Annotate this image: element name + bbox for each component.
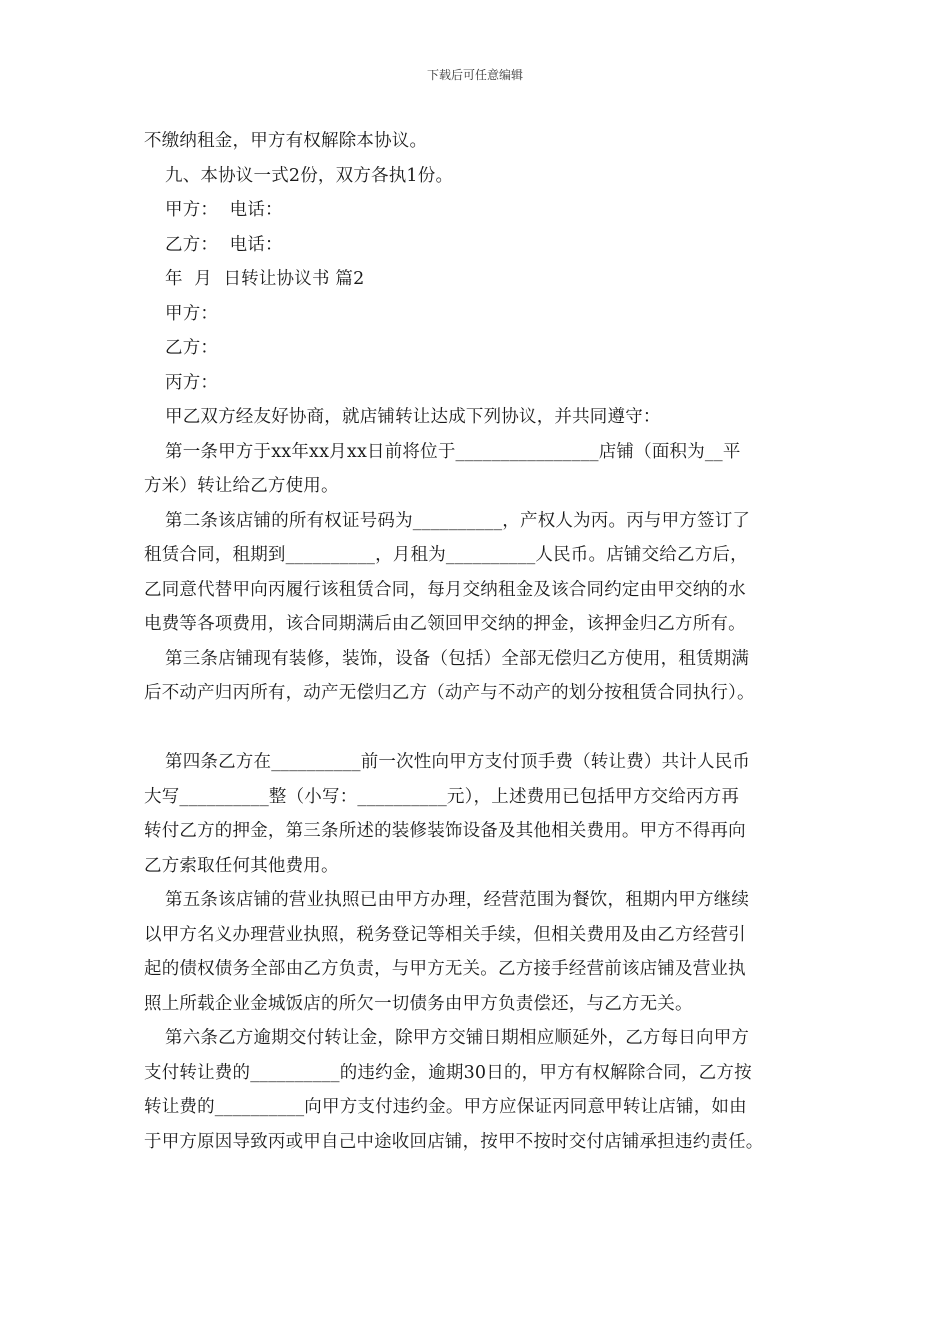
page-header: 下载后可任意编辑 [426,68,523,82]
text-line: 电费等各项费用，该合同期满后由乙领回甲交纳的押金，该押金归乙方所有。 [144,614,746,634]
text-line: 九、本协议一式2份，双方各执1份。 [165,165,454,186]
text-line: 第六条乙方逾期交付转让金，除甲方交铺日期相应顺延外，乙方每日向甲方 [165,1028,750,1048]
text-line: 甲方： [165,303,219,324]
text-line: 第一条甲方于xx年xx月xx日前将位于________________店铺（面积为__平 [165,441,741,462]
text-line: 不缴纳租金，甲方有权解除本协议。 [144,131,428,151]
text-line: 起的债权债务全部由乙方负责，与甲方无关。乙方接手经营前该店铺及营业执 [144,959,746,979]
text-line: 以甲方名义办理营业执照，税务登记等相关手续，但相关费用及由乙方经营引 [144,924,746,945]
text-line: 年 月 日转让协议书 篇2 [165,269,365,289]
text-line: 乙方： 电话： [165,234,283,255]
text-line: 第四条乙方在__________前一次性向甲方支付顶手费（转让费）共计人民币 [165,752,751,772]
text-line: 租赁合同，租期到__________，月租为__________人民币。店铺交给乙方后， [144,545,748,565]
text-line: 照上所载企业金城饭店的所欠一切债务由甲方负责偿还，与乙方无关。 [144,993,693,1014]
text-line: 甲乙双方经友好协商，就店铺转让达成下列协议，并共同遵守： [165,407,661,427]
text-line: 第三条店铺现有装修，装饰，设备（包括）全部无偿归乙方使用，租赁期满 [165,648,750,669]
text-line: 甲方： 电话： [165,200,283,220]
text-line: 方米）转让给乙方使用。 [144,476,339,496]
text-line: 乙方索取任何其他费用。 [144,855,339,876]
text-line: 乙方： [165,338,219,358]
text-line: 于甲方原因导致丙或甲自己中途收回店铺，按甲不按时交付店铺承担违约责任。 [144,1131,764,1152]
text-line: 乙同意代替甲向丙履行该租赁合同，每月交纳租金及该合同约定由甲交纳的水 [144,579,746,600]
document-body [144,124,834,1159]
text-line: 转让费的__________向甲方支付违约金。甲方应保证丙同意甲转让店铺，如由 [144,1097,747,1117]
text-line: 第二条该店铺的所有权证号码为__________，产权人为丙。丙与甲方签订了 [165,510,751,531]
text-line: 转付乙方的押金，第三条所述的装修装饰设备及其他相关费用。甲方不得再向 [144,821,746,841]
text-line: 后不动产归丙所有，动产无偿归乙方（动产与不动产的划分按租赁合同执行）。 [144,683,755,703]
blank-line [144,711,834,746]
text-line: 第五条该店铺的营业执照已由甲方办理，经营范围为餐饮，租期内甲方继续 [165,890,750,910]
text-line: 支付转让费的__________的违约金，逾期30日的，甲方有权解除合同，乙方按 [144,1062,752,1083]
text-line: 丙方： [165,372,219,393]
text-line: 大写__________整（小写：__________元），上述费用已包括甲方交给丙方再 [144,786,740,807]
